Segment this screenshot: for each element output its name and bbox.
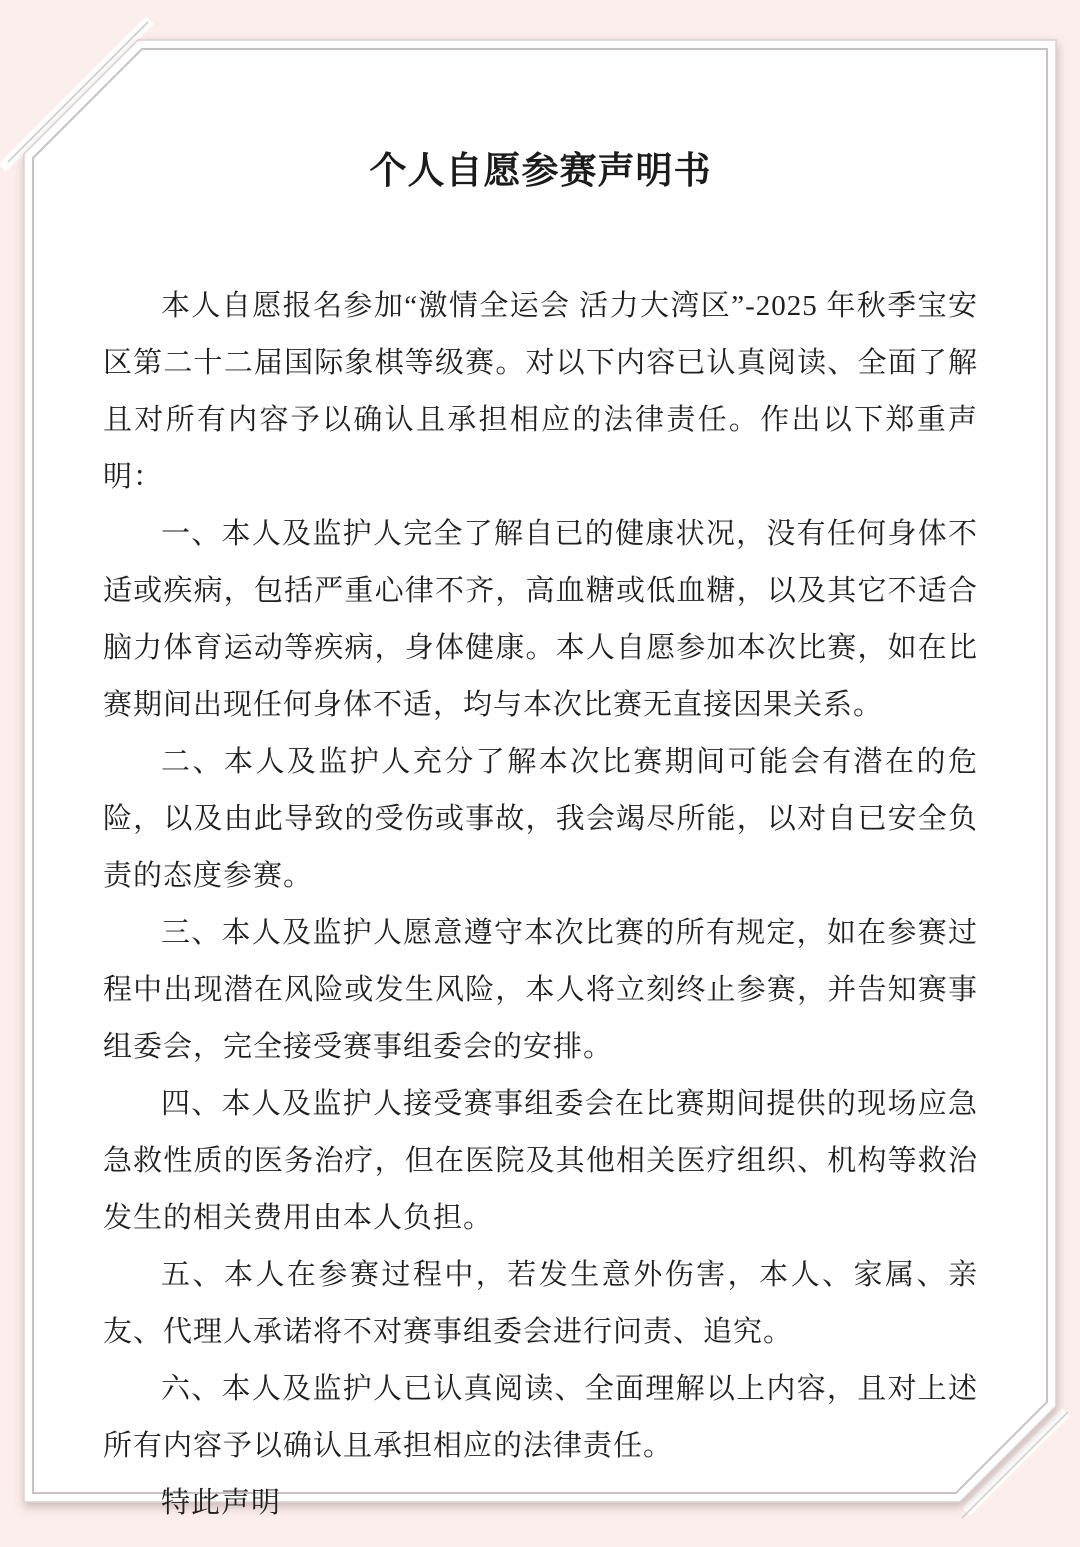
declaration-paragraph: 三、本人及监护人愿意遵守本次比赛的所有规定，如在参赛过程中出现潜在风险或发生风险，本人将立刻终止参赛，并告知赛事组委会，完全接受赛事组委会的安排。 [103,917,978,1063]
declaration-paragraph: 二、本人及监护人充分了解本次比赛期间可能会有潜在的危险，以及由此导致的受伤或事故，我会竭尽所能，以对自已安全负责的态度参赛。 [103,746,978,892]
declaration-paragraph: 五、本人在参赛过程中，若发生意外伤害，本人、家属、亲友、代理人承诺将不对赛事组委会进行问责、追究。 [103,1259,978,1348]
declaration-paragraph: 本人自愿报名参加“激情全运会 活力大湾区”-2025 年秋季宝安区第二十二届国际象棋等级赛。对以下内容已认真阅读、全面了解且对所有内容予以确认且承担相应的法律责任。作出以下郑重声明： [103,290,978,493]
declaration-paragraph: 六、本人及监护人已认真阅读、全面理解以上内容，且对上述所有内容予以确认且承担相应的法律责任。 [103,1373,978,1462]
declaration-paragraph: 一、本人及监护人完全了解自已的健康状况，没有任何身体不适或疾病，包括严重心律不齐，高血糖或低血糖，以及其它不适合脑力体育运动等疾病，身体健康。本人自愿参加本次比赛，如在比赛期间出现任何身体不适，均与本次比赛无直接因果关系。 [103,518,978,721]
document-body [103,278,978,1532]
declaration-paragraph: 特此声明 [161,1487,282,1519]
document-title: 个人自愿参赛声明书 [369,151,712,192]
declaration-paragraph: 四、本人及监护人接受赛事组委会在比赛期间提供的现场应急急救性质的医务治疗，但在医院及其他相关医疗组织、机构等救治发生的相关费用由本人负担。 [103,1088,978,1234]
document-content [103,40,978,1532]
